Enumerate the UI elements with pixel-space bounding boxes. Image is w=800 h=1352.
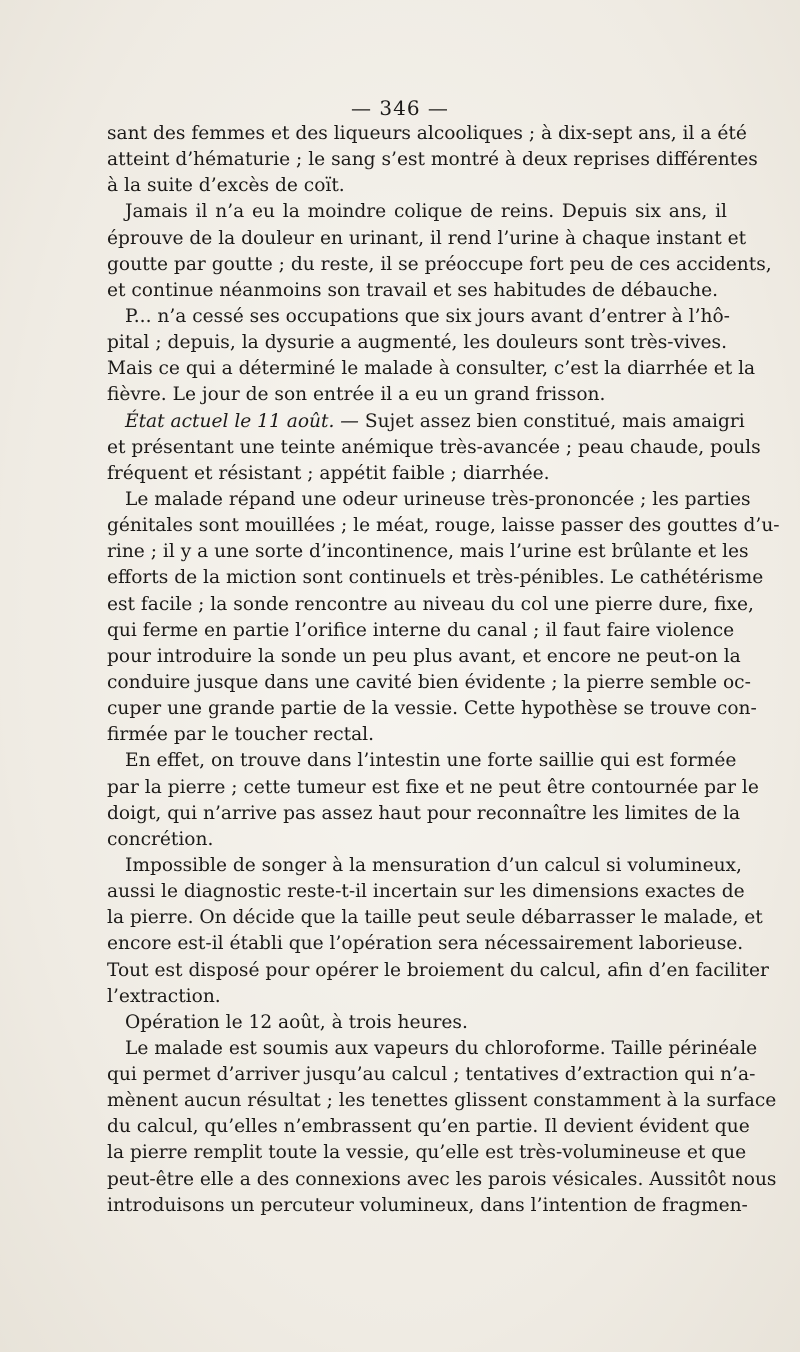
text-line: aussi le diagnostic reste-t-il incertain sur les dimensions exactes de <box>107 881 745 903</box>
text-line: qui ferme en partie l’orifice interne du canal ; il faut faire violence <box>107 619 735 641</box>
text-line: encore est-il établi que l’opération sera nécessairement laborieuse. <box>107 933 744 955</box>
text-line: conduire jusque dans une cavité bien évidente ; la pierre semble oc- <box>107 671 751 693</box>
text-line: En effet, on trouve dans l’intestin une forte saillie qui est formée <box>125 750 737 772</box>
text-line <box>107 409 745 435</box>
text-line: peut-être elle a des connexions avec les parois vésicales. Aussitôt nous <box>107 1168 777 1190</box>
text-line-rest: Sujet assez bien constitué, mais amaigri <box>364 410 745 432</box>
text-line: firmée par le toucher rectal. <box>107 724 375 746</box>
text-line: éprouve de la douleur en urinant, il rend l’urine à chaque instant et <box>107 227 747 249</box>
section-heading: État actuel le 11 août. — <box>125 410 359 432</box>
text-line: pital ; depuis, la dysurie a augmenté, les douleurs sont très-vives. <box>107 332 727 354</box>
text-line: doigt, qui n’arrive pas assez haut pour reconnaître les limites de la <box>107 802 741 824</box>
text-line: fièvre. Le jour de son entrée il a eu un grand frisson. <box>107 384 606 406</box>
text-line: rine ; il y a une sorte d’incontinence, mais l’urine est brûlante et les <box>107 541 749 563</box>
text-line: l’extraction. <box>107 985 221 1007</box>
text-line: Mais ce qui a déterminé le malade à consulter, c’est la diarrhée et la <box>107 358 756 380</box>
body-text <box>107 121 780 1219</box>
text-line: Impossible de songer à la mensuration d’un calcul si volumineux, <box>125 854 742 876</box>
text-line: est facile ; la sonde rencontre au niveau du col une pierre dure, fixe, <box>107 593 754 615</box>
text-line: à la suite d’excès de coït. <box>107 175 345 197</box>
text-line: P... n’a cessé ses occupations que six jours avant d’entrer à l’hô- <box>125 305 730 327</box>
text-line: Le malade est soumis aux vapeurs du chloroforme. Taille périnéale <box>125 1037 758 1059</box>
text-line: introduisons un percuteur volumineux, dans l’intention de fragmen- <box>107 1194 748 1216</box>
text-line: Jamais il n’a eu la moindre colique de reins. Depuis six ans, il <box>125 201 727 223</box>
text-line: sant des femmes et des liqueurs alcooliques ; à dix-sept ans, il a été <box>107 123 747 144</box>
text-line: qui permet d’arriver jusqu’au calcul ; tentatives d’extraction qui n’a- <box>107 1064 756 1086</box>
text-line: et présentant une teinte anémique très-avancée ; peau chaude, pouls <box>107 436 761 458</box>
text-line: atteint d’hématurie ; le sang s’est montré à deux reprises différentes <box>107 149 758 171</box>
text-line: goutte par goutte ; du reste, il se préoccupe fort peu de ces accidents, <box>107 253 772 275</box>
text-line: cuper une grande partie de la vessie. Cette hypothèse se trouve con- <box>107 698 757 720</box>
text-line: Opération le 12 août, à trois heures. <box>125 1011 468 1033</box>
text-line: du calcul, qu’elles n’embrassent qu’en partie. Il devient évident que <box>107 1116 750 1138</box>
text-line: la pierre. On décide que la taille peut seule débarrasser le malade, et <box>107 907 763 929</box>
text-line: génitales sont mouillées ; le méat, rouge, laisse passer des gouttes d’u- <box>107 515 780 537</box>
text-line: et continue néanmoins son travail et ses habitudes de débauche. <box>107 279 719 301</box>
text-line: par la pierre ; cette tumeur est fixe et ne peut être contournée par le <box>107 776 759 798</box>
text-line: Tout est disposé pour opérer le broiement du calcul, afin d’en faciliter <box>107 959 769 981</box>
text-line: Le malade répand une odeur urineuse très-prononcée ; les parties <box>125 488 751 510</box>
text-line: fréquent et résistant ; appétit faible ; diarrhée. <box>107 462 550 484</box>
text-line: mènent aucun résultat ; les tenettes glissent constamment à la surface <box>107 1090 777 1112</box>
page-number: — 346 — <box>351 96 449 120</box>
text-line: pour introduire la sonde un peu plus avant, et encore ne peut-on la <box>107 645 741 667</box>
text-line: la pierre remplit toute la vessie, qu’elle est très-volumineuse et que <box>107 1142 747 1164</box>
text-line: efforts de la miction sont continuels et très-pénibles. Le cathétérisme <box>107 567 764 589</box>
text-line: concrétion. <box>107 828 214 850</box>
